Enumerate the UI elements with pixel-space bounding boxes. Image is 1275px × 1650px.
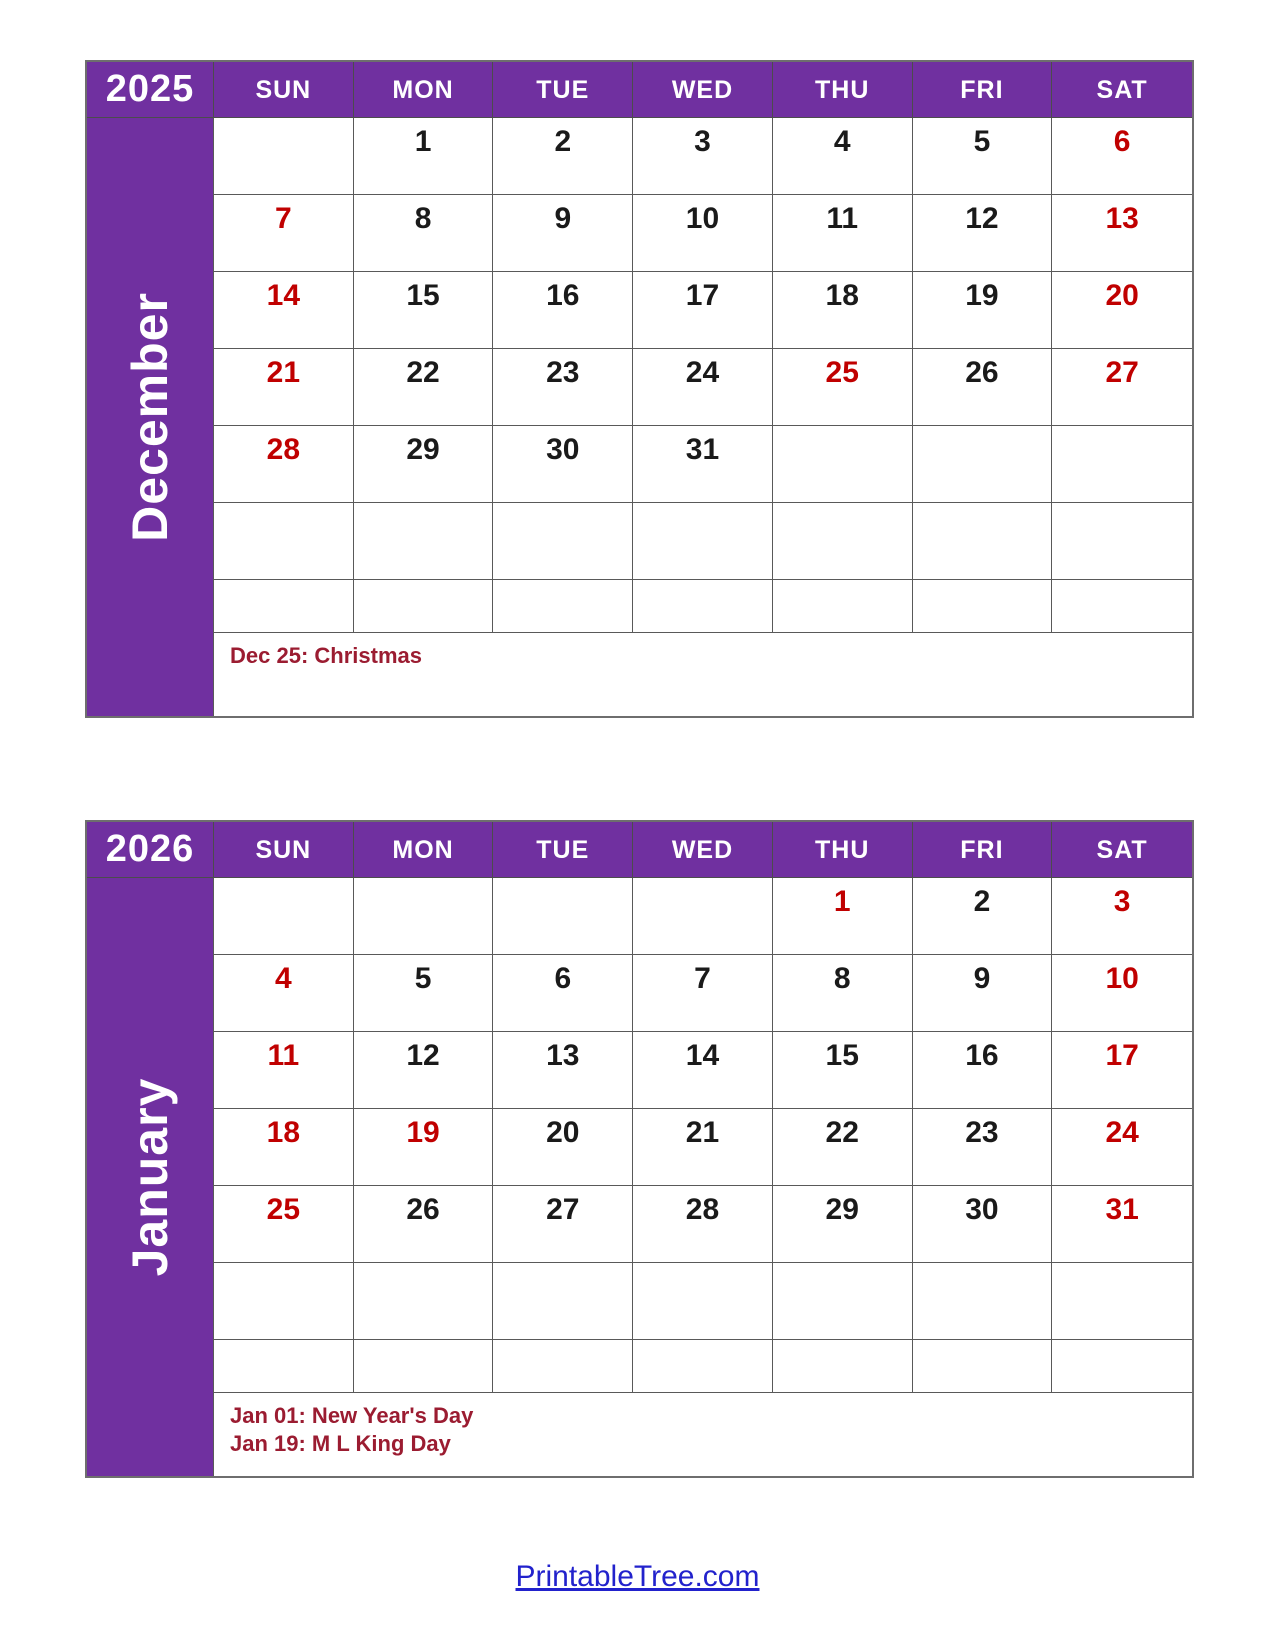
- date-cell: [913, 272, 1053, 349]
- date-cell: [1052, 955, 1192, 1032]
- date-cell: [1052, 349, 1192, 426]
- date-cell: [773, 426, 913, 503]
- date-cell: [1052, 503, 1192, 580]
- date-number: 20: [1105, 279, 1139, 312]
- day-header-fri: FRI: [913, 62, 1053, 119]
- date-cell: [913, 1032, 1053, 1109]
- day-header-sat: SAT: [1096, 76, 1148, 104]
- date-number: 22: [406, 356, 440, 389]
- day-header-mon: MON: [354, 822, 494, 879]
- day-header-wed: WED: [633, 62, 773, 119]
- date-cell: [214, 1340, 354, 1393]
- day-header-sat: SAT: [1096, 836, 1148, 864]
- date-number: 16: [546, 279, 580, 312]
- date-cell: [493, 503, 633, 580]
- date-cell: [633, 272, 773, 349]
- month-sidebar: [87, 118, 214, 716]
- date-number: 31: [1105, 1193, 1139, 1226]
- date-cell: [214, 1032, 354, 1109]
- day-header-mon: MON: [354, 62, 494, 119]
- date-number: 7: [694, 962, 711, 995]
- date-cell: [773, 580, 913, 633]
- date-number: 29: [406, 433, 440, 466]
- day-header-fri: FRI: [913, 822, 1053, 879]
- date-number: 12: [406, 1039, 440, 1072]
- date-cell: [633, 878, 773, 955]
- date-number: 1: [833, 885, 851, 918]
- date-cell: [214, 1109, 354, 1186]
- date-cell: [354, 878, 494, 955]
- day-header-tue: TUE: [493, 62, 633, 119]
- date-cell: [354, 1032, 494, 1109]
- date-number: 26: [965, 356, 999, 389]
- date-cell: [773, 878, 913, 955]
- date-cell: [913, 349, 1053, 426]
- calendar-body: [87, 878, 1192, 1476]
- date-number: 10: [685, 202, 720, 235]
- date-cell: [214, 272, 354, 349]
- calendar-right-part: [214, 118, 1192, 716]
- date-number: 8: [414, 202, 432, 235]
- date-number: 27: [546, 1193, 580, 1226]
- date-number: 31: [685, 433, 720, 466]
- day-header-sun: SUN: [214, 822, 354, 879]
- day-header-thu: THU: [773, 62, 913, 119]
- date-number: 20: [546, 1116, 580, 1149]
- date-cell: [1052, 1263, 1192, 1340]
- date-number: 23: [546, 356, 580, 389]
- date-cell: [493, 1109, 633, 1186]
- calendar-header-row: [87, 62, 1192, 118]
- date-cell: [354, 195, 494, 272]
- date-number: 19: [965, 279, 999, 312]
- date-cell: [913, 1340, 1053, 1393]
- date-cell: [493, 1340, 633, 1393]
- date-cell: [1052, 272, 1192, 349]
- day-header-tue: TUE: [493, 822, 633, 879]
- date-cell: [1052, 1340, 1192, 1393]
- date-cell: [633, 503, 773, 580]
- date-number: 13: [546, 1039, 580, 1072]
- date-number: 17: [685, 279, 720, 312]
- date-cell: [773, 955, 913, 1032]
- date-number: 13: [1105, 202, 1139, 235]
- date-number: 21: [685, 1116, 720, 1149]
- date-number: 23: [965, 1116, 999, 1149]
- date-cell: [913, 118, 1053, 195]
- date-number: 17: [1105, 1039, 1139, 1072]
- date-cell: [1052, 1186, 1192, 1263]
- date-number: 5: [414, 962, 432, 995]
- date-cell: [913, 1186, 1053, 1263]
- date-cell: [633, 580, 773, 633]
- date-cell: [354, 349, 494, 426]
- year-label: 2026: [87, 822, 214, 879]
- date-cell: [913, 1109, 1053, 1186]
- date-cell: [1052, 195, 1192, 272]
- date-number: 2: [973, 885, 991, 918]
- year-label: 2025: [87, 62, 214, 119]
- holiday-note: Dec 25: Christmas: [230, 643, 422, 668]
- date-cell: [913, 426, 1053, 503]
- footer: [0, 1560, 1275, 1594]
- date-cell: [633, 426, 773, 503]
- date-cell: [913, 878, 1053, 955]
- date-number: 4: [833, 125, 851, 158]
- date-number: 6: [554, 962, 572, 995]
- date-number: 9: [973, 962, 991, 995]
- date-number: 25: [825, 356, 859, 389]
- date-cell: [1052, 1032, 1192, 1109]
- date-number: 9: [554, 202, 572, 235]
- date-number: 24: [1105, 1116, 1139, 1149]
- date-cell: [493, 1263, 633, 1340]
- date-number: 7: [275, 202, 292, 235]
- date-cell: [773, 1340, 913, 1393]
- date-cell: [354, 503, 494, 580]
- date-number: 26: [406, 1193, 440, 1226]
- date-number: 14: [266, 279, 301, 312]
- date-number: 11: [267, 1039, 300, 1072]
- date-cell: [1052, 426, 1192, 503]
- date-number: 8: [833, 962, 851, 995]
- date-cell: [773, 1032, 913, 1109]
- date-number: 14: [685, 1039, 720, 1072]
- date-grid: [214, 118, 1192, 633]
- date-number: 29: [825, 1193, 859, 1226]
- date-cell: [214, 1263, 354, 1340]
- holiday-note: Jan 19: M L King Day: [230, 1431, 451, 1456]
- date-cell: [493, 195, 633, 272]
- date-cell: [354, 272, 494, 349]
- date-cell: [1052, 118, 1192, 195]
- date-cell: [773, 1109, 913, 1186]
- date-cell: [354, 1109, 494, 1186]
- month-label: January: [122, 1077, 178, 1277]
- date-cell: [214, 426, 354, 503]
- date-cell: [214, 118, 354, 195]
- date-cell: [214, 1186, 354, 1263]
- date-number: 28: [266, 433, 301, 466]
- date-cell: [214, 878, 354, 955]
- date-number: 5: [973, 125, 991, 158]
- date-cell: [633, 118, 773, 195]
- date-cell: [773, 503, 913, 580]
- date-cell: [493, 878, 633, 955]
- date-cell: [214, 349, 354, 426]
- date-number: 22: [825, 1116, 859, 1149]
- date-number: 10: [1105, 962, 1139, 995]
- date-cell: [913, 503, 1053, 580]
- date-cell: [633, 955, 773, 1032]
- date-number: 27: [1105, 356, 1139, 389]
- date-number: 6: [1113, 125, 1131, 158]
- calendar-right-part: [214, 878, 1192, 1476]
- date-cell: [773, 349, 913, 426]
- calendar-december-2025: [85, 60, 1194, 718]
- date-number: 24: [685, 356, 720, 389]
- date-cell: [773, 1263, 913, 1340]
- calendar-january-2026: [85, 820, 1194, 1478]
- date-cell: [493, 1032, 633, 1109]
- date-number: 2: [554, 125, 572, 158]
- calendar-body: [87, 118, 1192, 716]
- date-cell: [633, 1263, 773, 1340]
- calendar-header-row: [87, 822, 1192, 878]
- date-number: 3: [1113, 885, 1131, 918]
- date-cell: [773, 118, 913, 195]
- date-number: 1: [414, 125, 432, 158]
- date-cell: [633, 195, 773, 272]
- date-cell: [1052, 878, 1192, 955]
- date-cell: [493, 1186, 633, 1263]
- date-number: 21: [266, 356, 301, 389]
- date-number: 15: [825, 1039, 859, 1072]
- date-cell: [493, 272, 633, 349]
- date-cell: [633, 1186, 773, 1263]
- day-header-sun: SUN: [214, 62, 354, 119]
- date-grid: [214, 878, 1192, 1393]
- date-cell: [633, 1109, 773, 1186]
- month-label: December: [122, 292, 178, 542]
- holiday-notes: [214, 633, 1192, 716]
- date-number: 25: [266, 1193, 301, 1226]
- holiday-notes: [214, 1393, 1192, 1476]
- date-cell: [354, 1186, 494, 1263]
- date-cell: [354, 426, 494, 503]
- date-cell: [354, 118, 494, 195]
- date-cell: [913, 955, 1053, 1032]
- date-number: 11: [826, 202, 859, 235]
- date-number: 16: [965, 1039, 999, 1072]
- date-number: 18: [266, 1116, 301, 1149]
- day-header-thu: THU: [773, 822, 913, 879]
- date-cell: [1052, 1109, 1192, 1186]
- date-cell: [913, 1263, 1053, 1340]
- date-number: 28: [685, 1193, 720, 1226]
- date-cell: [633, 349, 773, 426]
- date-number: 30: [546, 433, 580, 466]
- date-cell: [493, 118, 633, 195]
- date-number: 12: [965, 202, 999, 235]
- date-cell: [773, 272, 913, 349]
- date-cell: [493, 580, 633, 633]
- date-number: 4: [275, 962, 292, 995]
- date-cell: [354, 1340, 494, 1393]
- date-cell: [493, 426, 633, 503]
- date-cell: [214, 955, 354, 1032]
- date-number: 30: [965, 1193, 999, 1226]
- date-cell: [773, 195, 913, 272]
- date-number: 19: [406, 1116, 440, 1149]
- date-number: 18: [825, 279, 859, 312]
- printabletree-link[interactable]: PrintableTree.com: [515, 1560, 760, 1593]
- date-cell: [354, 1263, 494, 1340]
- date-cell: [214, 580, 354, 633]
- date-cell: [773, 1186, 913, 1263]
- date-cell: [913, 195, 1053, 272]
- date-cell: [214, 503, 354, 580]
- date-cell: [633, 1032, 773, 1109]
- day-header-wed: WED: [633, 822, 773, 879]
- date-cell: [1052, 580, 1192, 633]
- date-cell: [493, 349, 633, 426]
- date-cell: [354, 580, 494, 633]
- date-number: 3: [694, 125, 711, 158]
- date-cell: [913, 580, 1053, 633]
- date-cell: [354, 955, 494, 1032]
- holiday-note: Jan 01: New Year's Day: [230, 1403, 474, 1428]
- date-number: 15: [406, 279, 440, 312]
- month-sidebar: [87, 878, 214, 1476]
- date-cell: [633, 1340, 773, 1393]
- date-cell: [214, 195, 354, 272]
- date-cell: [493, 955, 633, 1032]
